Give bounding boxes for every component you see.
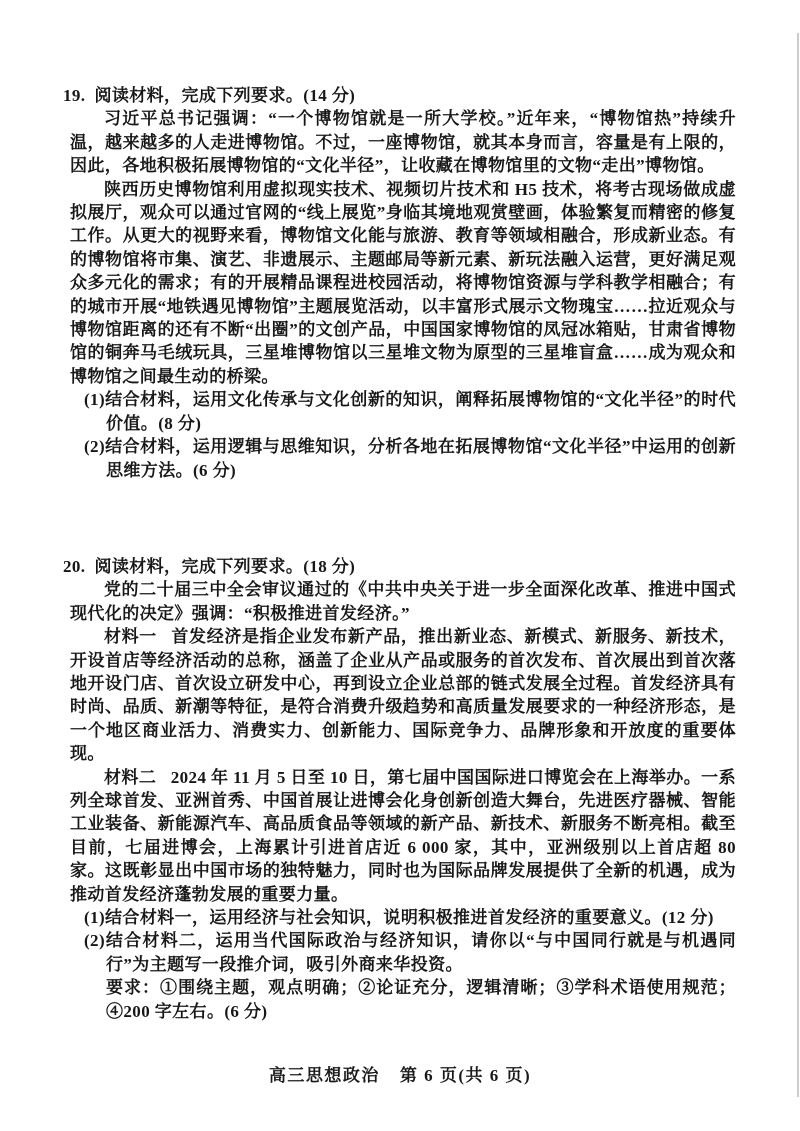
- footer-page-indicator: 第 6 页(共 6 页): [399, 1066, 532, 1085]
- material-2-text: 2024 年 11 月 5 日至 10 日，第七届中国国际进口博览会在上海举办。一系列全球首发、亚洲首秀、中国首展让进博会化身创新创造大舞台，先进医疗器械、智能工业装备、新能源汽车、高品质食品等领域的新产品、新技术、新服务不断亮相。截至目前，七届进博会，上海累计引进首店近 6 000 家，其中，亚洲级别以上首店超 80 家。这既彰显出中国市场的独特魅力，同时也为国际品牌发展提供了全新的机遇，成为推动首发经济蓬勃发展的重要力量。: [70, 767, 736, 904]
- question-19-stem: 阅读材料，完成下列要求。(14 分): [94, 86, 356, 105]
- material-1-text: 首发经济是指企业发布新产品，推出新业态、新模式、新服务、新技术，开设首店等经济活动的总称，涵盖了企业从产品或服务的首次发布、首次展出到首次落地开设门店、首次设立研发中心，再到设立企业总部的链式发展全过程。首发经济具有时尚、品质、新潮等特征，是符合消费升级趋势和高质量发展要求的一种经济形态，是一个地区商业活力、消费实力、创新能力、国际竞争力、品牌形象和开放度的重要体现。: [70, 627, 736, 764]
- question-19-subquestion-1: (1)结合材料，运用文化传承与文化创新的知识，阐释拓展博物馆的“文化半径”的时代价值。(8 分): [84, 390, 736, 433]
- question-20-intro-paragraph: 党的二十届三中全会审议通过的《中共中央关于进一步全面深化改革、推进中国式现代化的决定》强调：“积极推进首发经济。”: [70, 580, 736, 623]
- material-1-label: 材料一: [104, 627, 157, 647]
- scan-edge-line: [797, 33, 799, 1097]
- question-20-heading: [63, 555, 736, 578]
- question-20-stem: 阅读材料，完成下列要求。(18 分): [94, 556, 356, 576]
- exam-content: [63, 84, 736, 1023]
- question-20-requirements: 要求：①围绕主题，观点明确；②论证充分，逻辑清晰；③学科术语使用规范；④200 字左右。(6 分): [106, 978, 736, 1021]
- page-footer: [0, 1061, 800, 1086]
- question-20-subquestion-1: (1)结合材料一，运用经济与社会知识，说明积极推进首发经济的重要意义。(12 分): [84, 908, 714, 927]
- question-20-material-2: [70, 766, 736, 906]
- question-19-paragraph-2: 陕西历史博物馆利用虚拟现实技术、视频切片技术和 H5 技术，将考古现场做成虚拟展厅，观众可以通过官网的“线上展览”身临其境地观赏壁画，体验繁复而精密的修复工作。从更大的视野来看，博物馆文化能与旅游、教育等领域相融合，形成新业态。有的博物馆将市集、演艺、非遗展示、主题邮局等新元素、新玩法融入运营，更好满足观众多元化的需求；有的开展精品课程进校园活动，将博物馆资源与学科教学相融合；有的城市开展“地铁遇见博物馆”主题展览活动，以丰富形式展示文物瑰宝……拉近观众与博物馆距离的还有不断“出圈”的文创产品，中国国家博物馆的凤冠冰箱贴，甘肃省博物馆的铜奔马毛绒玩具，三星堆博物馆以三星堆文物为原型的三星堆盲盒……成为观众和博物馆之间最生动的桥梁。: [70, 179, 736, 386]
- question-20-material-1: [70, 625, 736, 765]
- question-19-number: 19.: [63, 86, 86, 105]
- question-20: [63, 555, 736, 1023]
- question-19-heading: [63, 84, 736, 107]
- question-19: [63, 84, 736, 482]
- question-20-number: 20.: [63, 556, 86, 576]
- material-2-label: 材料二: [104, 767, 157, 787]
- question-19-paragraph-1: 习近平总书记强调：“一个博物馆就是一所大学校。”近年来，“博物馆热”持续升温，越来越多的人走进博物馆。不过，一座博物馆，就其本身而言，容量是有上限的，因此，各地积极拓展博物馆的“文化半径”，让收藏在博物馆里的文物“走出”博物馆。: [70, 109, 736, 176]
- question-20-subquestion-2: (2)结合材料二，运用当代国际政治与经济知识，请你以“与中国同行就是与机遇同行”为主题写一段推介词，吸引外商来华投资。: [84, 931, 736, 974]
- footer-course-title: 高三思想政治: [268, 1066, 380, 1085]
- question-19-subquestion-2: (2)结合材料，运用逻辑与思维知识，分析各地在拓展博物馆“文化半径”中运用的创新思维方法。(6 分): [84, 437, 736, 480]
